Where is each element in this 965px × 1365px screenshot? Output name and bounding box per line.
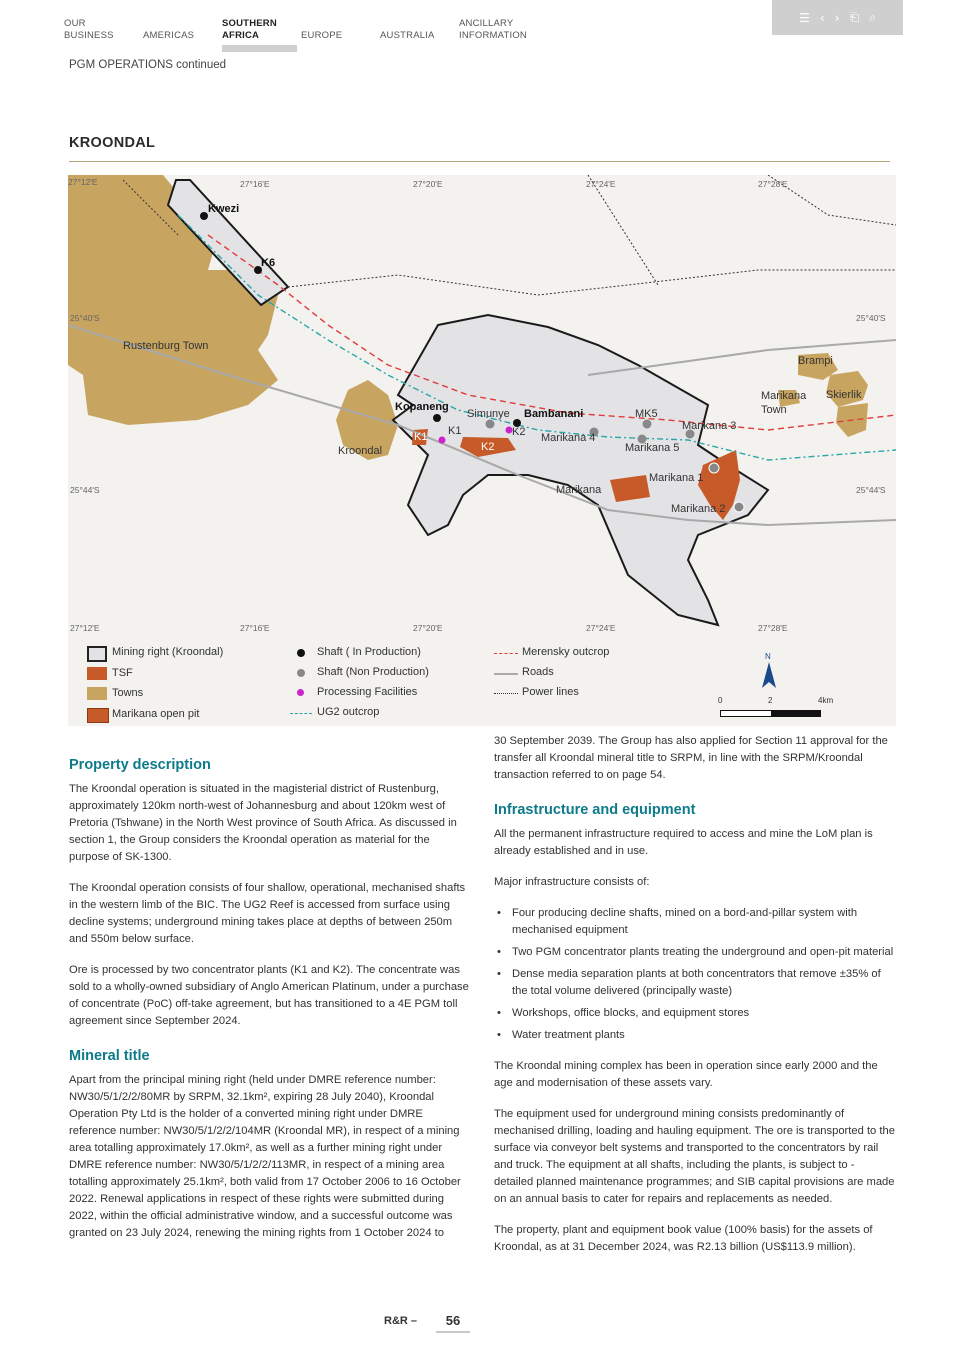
nav-ancillary-line2: INFORMATION (459, 30, 527, 41)
legend-tsf: TSF (112, 667, 133, 679)
scale-bar-black (771, 710, 821, 717)
list-item: • Dense media separation plants at both concentrators that remove ±35% of the total volume delivered (principally waste) (494, 966, 896, 1000)
coord-bottom-5: 27°28'E (758, 623, 788, 633)
nav-australia-line1 (380, 18, 435, 30)
page-subtitle: PGM OPERATIONS continued (69, 59, 227, 71)
list-item: • Four producing decline shafts, mined on a bord-and-pillar system with mechanised equipment (494, 905, 896, 939)
nav-europe-line1 (301, 18, 342, 30)
prev-icon[interactable]: ‹ (819, 10, 825, 25)
lat-left-1: 25°40'S (70, 313, 100, 323)
scale-label-4km: 4km (818, 696, 834, 705)
label-simunye: Simunye (467, 408, 510, 420)
legend-shaft-nonprod-swatch (297, 669, 305, 677)
label-kroondal: Kroondal (338, 445, 383, 457)
label-kwezi: Kwezi (208, 203, 240, 215)
return-icon[interactable]: ⎗ (849, 10, 860, 24)
legend-ug2-swatch (290, 713, 312, 714)
mineral-title-paragraph: Apart from the principal mining right (held under DMRE reference number: NW30/5/1/2/2/80MR by SRPM, 32.1km², expiring 28 July 2040), Kroondal Operation Pty Ltd is the holder of a converted mining right under DMRE reference number: NW30/5/1/2/2/104MR (Kroondal MR), in respect of a mining area totalling approximately 17.0km², as well as a further mining right under DMRE reference number: NW30/5/1/2/2/113MR, in respect of a mining area totalling approximately 25.1km², both valid from 17 October 2006 to 16 October 2022. Renewal applications in respect of these rights were submitted during 2022, within the official administrative window, and a successful outcome was granted on 23 July 2024, renewing the mining rights from 1 October 2024 to (69, 1074, 461, 1239)
north-arrow-icon (761, 662, 777, 690)
infrastructure-list (494, 905, 896, 1044)
label-plant-k2: K2 (512, 426, 526, 438)
nav-americas-line1 (143, 18, 194, 30)
label-marikana-5: Marikana 5 (625, 442, 680, 454)
infrastructure-paragraph-3: The Kroondal mining complex has been in operation since early 2000 and the age and modernisation of these assets vary. (494, 1060, 878, 1089)
coord-bottom-2: 27°16'E (240, 623, 270, 633)
label-brampi: Brampi (798, 355, 833, 367)
lat-left-2: 25°44'S (70, 485, 100, 495)
page-number: 56 (436, 1313, 470, 1333)
section-divider (69, 161, 890, 162)
heading-property-description: Property description (69, 757, 211, 773)
nav-ancillary-information[interactable] (459, 18, 527, 42)
label-marikana-2: Marikana 2 (671, 503, 726, 515)
search-icon[interactable]: ⌕ (869, 10, 876, 24)
legend-processing-swatch (297, 689, 304, 696)
nav-americas-line2: AMERICAS (143, 30, 195, 41)
infrastructure-paragraph-1: All the permanent infrastructure required to access and mine the LoM plan is already established and in use. (494, 828, 873, 857)
legend-power-lines: Power lines (522, 686, 579, 698)
legend-merensky-swatch (494, 653, 518, 654)
legend-shaft-non-production: Shaft (Non Production) (317, 666, 429, 678)
map-legend (68, 637, 896, 726)
nav-southern-africa-line2: AFRICA (222, 30, 260, 41)
legend-mining-right-swatch (87, 646, 107, 662)
mineral-title-continued: 30 September 2039. The Group has also applied for Section 11 approval for the transfer all Kroondal mineral title to SRPM, in line with the SRPM/Kroondal transaction referred to on page 54. (494, 735, 888, 781)
scale-label-2: 2 (768, 696, 773, 705)
property-paragraph-2: The Kroondal operation consists of four shallow, operational, mechanised shafts in the western limb of the BIC. The UG2 Reef is accessed from surface using decline systems; underground mining takes place at depths of between 250m and 550m below surface. (69, 882, 466, 945)
nav-our-business-line2: BUSINESS (64, 30, 114, 41)
nav-our-business-line1: OUR (64, 18, 86, 29)
north-label: N (765, 652, 771, 661)
legend-processing-facilities: Processing Facilities (317, 686, 418, 698)
label-kopaneng: Kopaneng (395, 401, 449, 413)
legend-merensky-outcrop: Merensky outcrop (522, 646, 610, 658)
infrastructure-paragraph-2: Major infrastructure consists of: (494, 876, 650, 888)
nav-southern-africa[interactable] (222, 18, 277, 42)
lat-right-1: 25°40'S (856, 313, 886, 323)
nav-europe-line2: EUROPE (301, 30, 343, 41)
nav-ancillary-line1: ANCILLARY (459, 18, 514, 29)
nav-americas[interactable] (143, 18, 194, 42)
scale-label-0: 0 (718, 696, 723, 705)
coord-bottom-1: 27°12'E (70, 623, 100, 633)
legend-towns: Towns (112, 687, 144, 699)
nav-southern-africa-line1: SOUTHERN (222, 18, 277, 29)
coord-top-2: 27°20'E (413, 179, 443, 189)
legend-open-pit-swatch (87, 708, 109, 723)
label-marikana-1: Marikana 1 (649, 472, 704, 484)
kroondal-map (68, 175, 896, 726)
heading-mineral-title: Mineral title (69, 1048, 150, 1064)
scale-bar-white (720, 710, 772, 717)
legend-mining-right: Mining right (Kroondal) (112, 646, 224, 658)
heading-infrastructure: Infrastructure and equipment (494, 802, 696, 818)
nav-australia[interactable] (380, 18, 435, 42)
list-item: • Two PGM concentrator plants treating the underground and open-pit material (494, 944, 896, 961)
lat-right-2: 25°44'S (856, 485, 886, 495)
label-marikana-4: Marikana 4 (541, 432, 596, 444)
coord-top-edge: 27°12'E (68, 177, 98, 187)
legend-shaft-production: Shaft ( In Production) (317, 646, 421, 658)
label-plant-k1: K1 (448, 425, 462, 437)
label-rustenburg-town: Rustenburg Town (123, 340, 209, 352)
next-icon[interactable]: › (834, 10, 840, 25)
page-toolbar (772, 0, 903, 35)
infrastructure-paragraph-4: The equipment used for underground mining consists predominantly of mechanised drilling, loading and hauling equipment. The ore is transported to the surface via conveyor belt systems and transported to the concentrators by rail and truck. The equipment at all shafts, including the plants, is subject to - detailed planned maintenance programmes; and SIB capital provisions are made on an annual basis to cater for repairs and replacements as needed. (494, 1108, 895, 1205)
footer-label: R&R – (384, 1315, 418, 1327)
list-item: • Water treatment plants (494, 1027, 896, 1044)
label-tsf-k2: K2 (481, 441, 495, 453)
nav-active-indicator (222, 45, 297, 52)
legend-roads: Roads (522, 666, 554, 678)
left-column (69, 757, 471, 1256)
legend-roads-swatch (494, 673, 518, 675)
label-skierlik: Skierlik (826, 389, 862, 401)
legend-towns-swatch (87, 687, 107, 700)
coord-top-1: 27°16'E (240, 179, 270, 189)
nav-our-business[interactable] (64, 18, 114, 42)
label-bambanani: Bambanani (524, 408, 584, 420)
section-title: KROONDAL (69, 135, 156, 151)
legend-tsf-swatch (87, 667, 107, 680)
coord-bottom-4: 27°24'E (586, 623, 616, 633)
right-column (494, 733, 896, 1270)
coord-bottom-3: 27°20'E (413, 623, 443, 633)
label-marikana-town: Marikana Town (761, 390, 807, 416)
label-k6: K6 (261, 257, 276, 269)
list-item: • Workshops, office blocks, and equipment stores (494, 1005, 896, 1022)
nav-europe[interactable] (301, 18, 342, 42)
label-mk5: MK5 (635, 408, 658, 420)
page-footer (0, 1313, 965, 1337)
infrastructure-paragraph-5: The property, plant and equipment book value (100% basis) for the assets of Kroondal, as at 31 December 2024, was R2.13 billion (US$113.9 million). (494, 1224, 873, 1253)
menu-icon[interactable]: ☰ (799, 10, 810, 25)
legend-open-pit: Marikana open pit (112, 708, 200, 720)
coord-top-3: 27°24'E (586, 179, 616, 189)
property-paragraph-3: Ore is processed by two concentrator plants (K1 and K2). The concentrate was sold to a wholly-owned subsidiary of Anglo American Platinum, under a purchase of concentrate (PoC) off-take agreement, but has transitioned to a 4E PGM toll agreement since September 2024. (69, 964, 469, 1027)
legend-ug2-outcrop: UG2 outcrop (317, 706, 380, 718)
label-marikana: Marikana (556, 484, 602, 496)
label-tsf-k1: K1 (414, 431, 428, 443)
label-marikana-3: Marikana 3 (682, 420, 737, 432)
mining-right-layer (168, 180, 768, 625)
nav-australia-line2: AUSTRALIA (380, 30, 435, 41)
legend-power-swatch (494, 693, 518, 694)
coord-top-4: 27°28'E (758, 179, 788, 189)
property-paragraph-1: The Kroondal operation is situated in the magisterial district of Rustenburg, approximately 120km north-west of Johannesburg and about 120km west of Pretoria (Tshwane) in the North West province of South Africa. As discussed in section 1, the Group considers the Kroondal operation as material for the purpose of SK-1300. (69, 783, 457, 863)
legend-shaft-prod-swatch (297, 649, 305, 657)
